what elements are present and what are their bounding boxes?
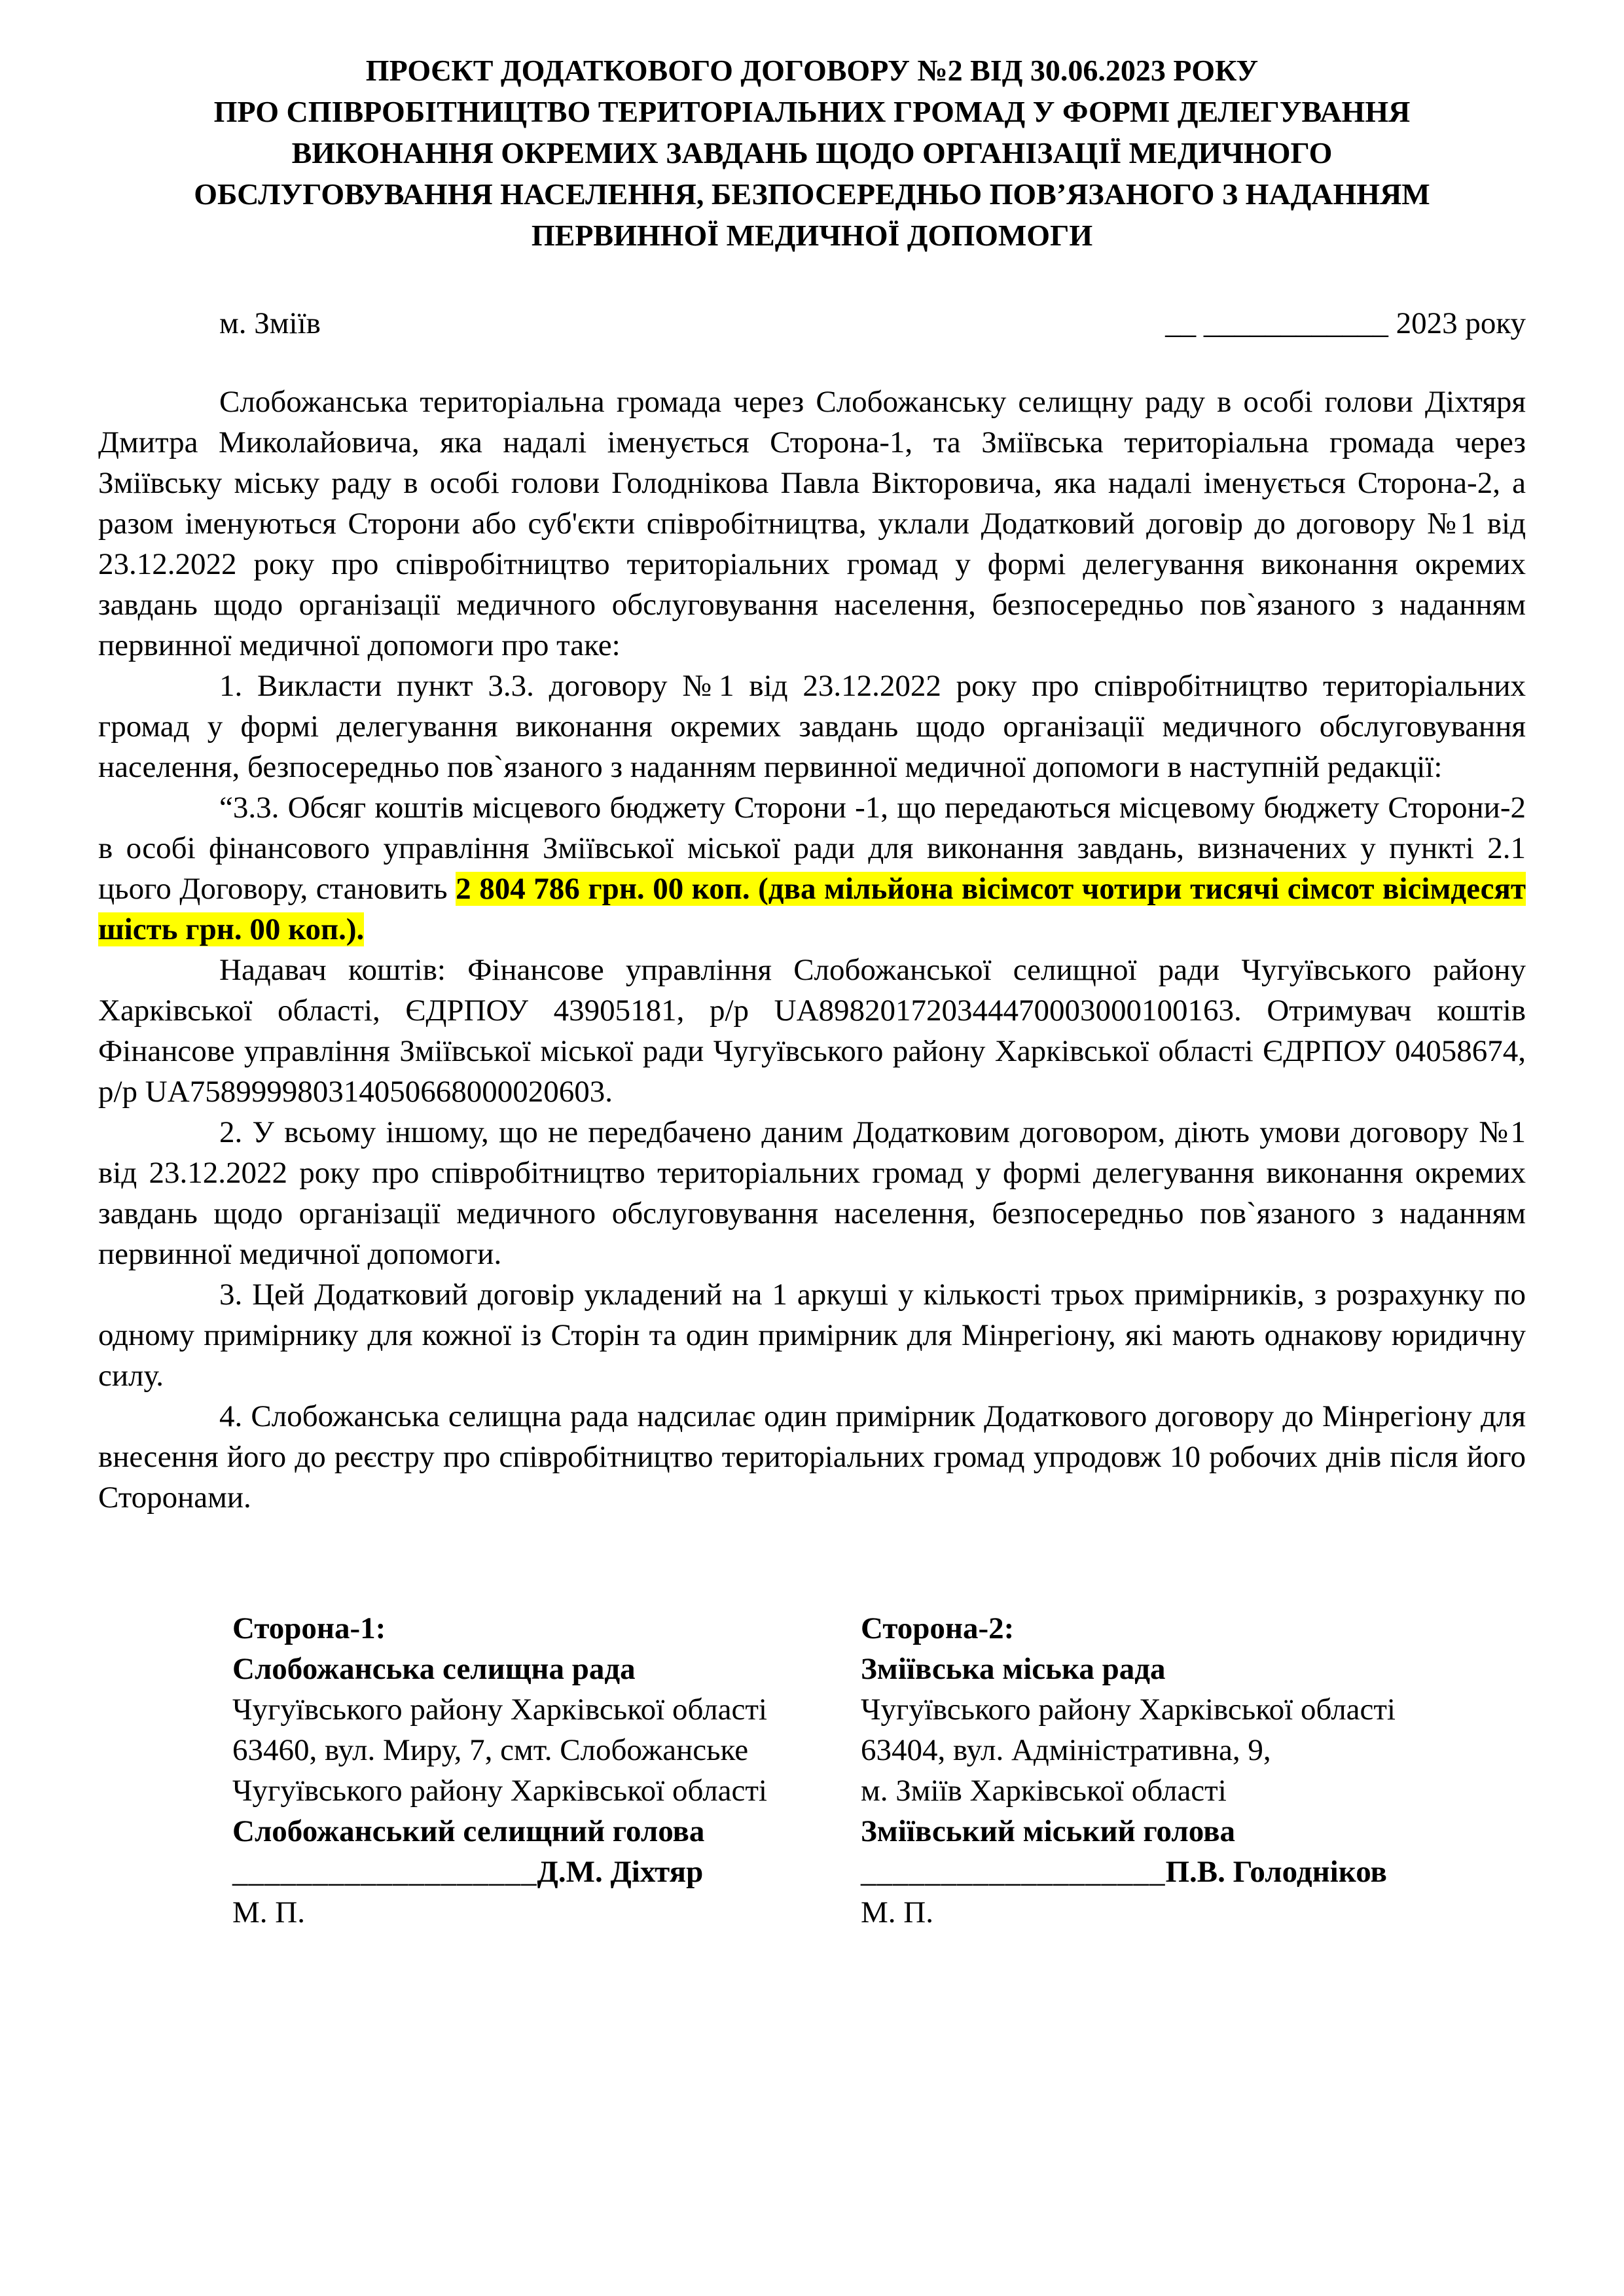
signatures-section [98,1608,1526,1933]
place-label: м. Зміїв [219,306,321,340]
paragraph-clause-3-3 [98,787,1526,950]
party1-address: 63460, вул. Миру, 7, смт. Слобожанське [232,1733,749,1767]
title-line-1: ПРОЄКТ ДОДАТКОВОГО ДОГОВОРУ №2 ВІД 30.06.2023 РОКУ [365,54,1259,87]
title-line-5: ПЕРВИННОЇ МЕДИЧНОЇ ДОПОМОГИ [531,219,1093,252]
party1-district: Чугуївського району Харківської області [232,1693,767,1727]
party2-signer-name: П.В. Голодніков [1165,1855,1387,1889]
title-line-4: ОБСЛУГОВУВАННЯ НАСЕЛЕННЯ, БЕЗПОСЕРЕДНЬО ПОВ’ЯЗАНОГО З НАДАННЯМ [194,177,1430,211]
paragraph-funds-details: Надавач коштів: Фінансове управління Слобожанської селищної ради Чугуївського району Харківської області, ЄДРПОУ 43905181, р/р UA898201720344470003000100163. Отримувач коштів Фінансове управління Зміївської міської ради Чугуївського району Харківської області ЄДРПОУ 04058674, р/р UA758999980314050668000020603. [98,953,1526,1109]
title-line-2: ПРО СПІВРОБІТНИЦТВО ТЕРИТОРІАЛЬНИХ ГРОМАД У ФОРМІ ДЕЛЕГУВАННЯ [213,95,1411,128]
document-title [98,50,1526,256]
party2-seal-mark: М. П. [861,1895,933,1929]
date-blank-line: __ ____________ 2023 року [1165,306,1526,340]
place-date-row [98,303,1526,344]
party1-position: Слобожанський селищний голова [232,1814,705,1848]
party2-block [861,1608,1526,1933]
party1-region: Чугуївського району Харківської області [232,1774,767,1808]
paragraph-clause-1: 1. Викласти пункт 3.3. договору №1 від 23.12.2022 року про співробітництво територіальних громад у формі делегування виконання окремих завдань щодо організації медичного обслуговування населення, безпосередньо пов`язаного з наданням первинної медичної допомоги в наступній редакції: [98,669,1526,784]
party2-org: Зміївська міська рада [861,1652,1166,1686]
amount-highlight: 2 804 786 грн. 00 коп. (два мільйона вісімсот чотири тисячі сімсот вісімдесят шість грн. 00 коп.). [98,872,1526,946]
party1-signer-name: Д.М. Діхтяр [537,1855,704,1889]
party1-signature-line [232,1852,861,1892]
paragraph-clause-4: 4. Слобожанська селищна рада надсилає один примірник Додаткового договору до Мінрегіону для внесення його до реєстру про співробітництво територіальних громад упродовж 10 робочих днів після його Сторонами. [98,1399,1526,1515]
party1-org: Слобожанська селищна рада [232,1652,636,1686]
paragraph-clause-2: 2. У всьому іншому, що не передбачено даним Додатковим договором, діють умови договору №1 від 23.12.2022 року про співробітництво територіальних громад у формі делегування виконання окремих завдань щодо організації медичного обслуговування населення, безпосередньо пов`язаного з наданням первинної медичної допомоги. [98,1115,1526,1271]
party2-address: 63404, вул. Адміністративна, 9, [861,1733,1271,1767]
party2-region: м. Зміїв Харківської області [861,1774,1227,1808]
party2-position: Зміївський міський голова [861,1814,1236,1848]
party1-seal-mark: М. П. [232,1895,305,1929]
party2-signature-line [861,1852,1526,1892]
party2-label: Сторона-2: [861,1611,1015,1645]
paragraph-intro: Слобожанська територіальна громада через Слобожанську селищну раду в особі голови Діхтяря Дмитра Миколайовича, яка надалі іменується Сторона-1, та Зміївська територіальна громада через Зміївську міську раду в особі голови Голоднікова Павла Вікторовича, яка надалі іменується Сторона-2, а разом іменуються Сторони або суб'єкти співробітництва, уклали Додатковий договір до договору №1 від 23.12.2022 року про співробітництво територіальних громад у формі делегування виконання окремих завдань щодо організації медичного обслуговування населення, безпосередньо пов`язаного з наданням первинної медичної допомоги про таке: [98,385,1526,662]
party1-block [232,1608,861,1933]
party2-district: Чугуївського району Харківської області [861,1693,1396,1727]
party2-signature-blank: ___________________ [861,1855,1166,1889]
party1-label: Сторона-1: [232,1611,386,1645]
party1-signature-blank: ___________________ [232,1855,537,1889]
title-line-3: ВИКОНАННЯ ОКРЕМИХ ЗАВДАНЬ ЩОДО ОРГАНІЗАЦІЇ МЕДИЧНОГО [291,136,1333,170]
clause-3-3-text: “3.3. Обсяг коштів місцевого бюджету Сторони -1, що передаються місцевому бюджету Сторони-2 в особі фінансового управління Зміївської міської ради для виконання завдань, визначених у пункті 2.1 цього Договору, становить [98,791,1526,906]
paragraph-clause-3: 3. Цей Додатковий договір укладений на 1 аркуші у кількості трьох примірників, з розрахунку по одному примірнику для кожної із Сторін та один примірник для Мінрегіону, які мають однакову юридичну силу. [98,1278,1526,1393]
